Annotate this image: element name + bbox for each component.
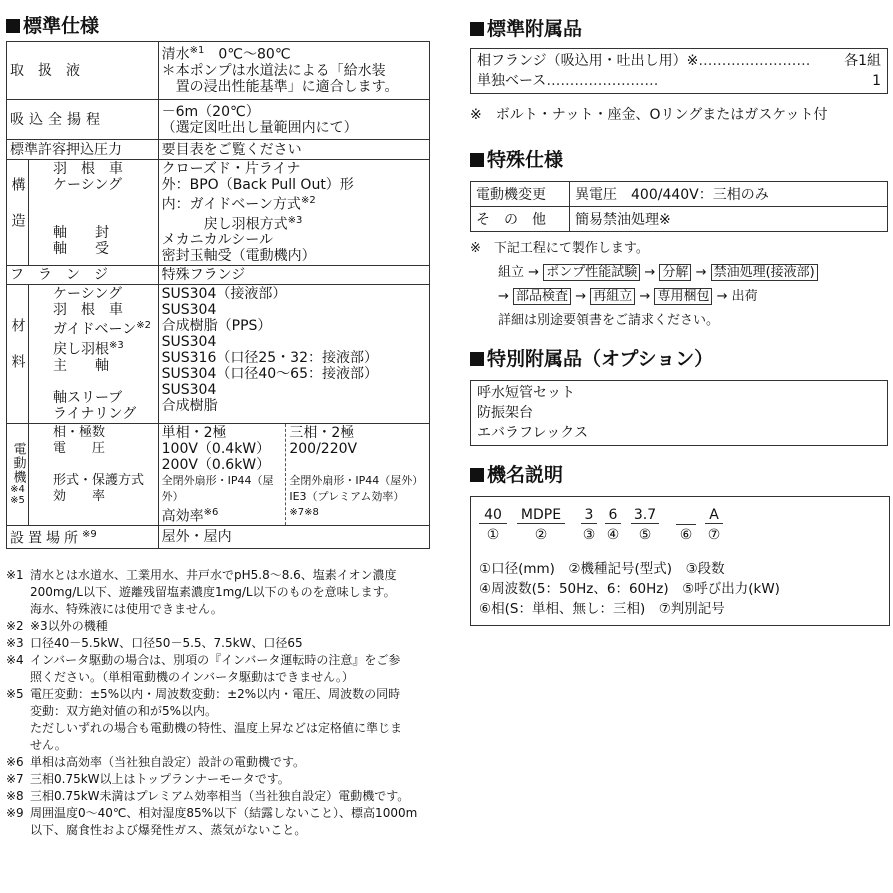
accessories-box: 相フランジ（吸込用・吐出し用）※ …………………… 各1組 単独ベース …………………… 1 [470,48,888,94]
accessories-title: 標準附属品 [470,14,582,41]
square-bullet-icon [470,352,484,366]
note-item: ※2 ※3以外の機種 [6,619,108,633]
spec-table [6,41,430,549]
spec-label: フ ラ ン ジ [7,266,159,285]
material-group: 材料 [7,285,29,423]
spec-label: 吸込全揚程 [7,100,159,140]
spec-value: 要目表をご覧ください [158,140,429,160]
table-row [7,160,430,266]
table-row [7,100,430,140]
spec-value: 清水$^{※1}$ 0℃～80℃ ＊本ポンプは水道法による「給水装 置の浸出性能基準」に適合します。 [158,42,429,100]
table-row [7,42,430,100]
model-num: ③ [582,527,596,543]
note-item: ※3 口径40－5.5kW、口径50－5.5、7.5kW、口径65 [6,636,303,650]
table-row [7,285,430,423]
model-num: ④ [606,527,620,543]
structure-group: 構造 [7,160,29,266]
table-row [7,423,430,526]
note-item: ※7 三相0.75kW以上はトップランナーモータです。 [6,772,290,786]
process-line-2: → 部品検査 → 再組立 → 専用梱包 → 出荷 [498,289,758,304]
structure-labels: 羽 根 車 ケーシング 軸 封 軸 受 [28,160,158,266]
model-code: 3 [581,507,597,524]
motor-group: 電動機 ※4※5 [7,423,29,526]
spec-value: 屋外・屋内 [158,526,429,549]
square-bullet-icon [470,468,484,482]
model-code: A [705,507,723,524]
square-bullet-icon [6,19,20,33]
model-code: 6 [605,507,621,524]
model-code: 3.7 [631,507,659,524]
structure-values: クローズド・片ライナ 外：BPO（Back Pull Out）形 内：ガイドベーン方式$^{※2}$ 戻し羽根方式$^{※3}$ メカニカルシール 密封玉軸受（電動機内） [158,160,429,266]
material-values: SUS304（接液部） SUS304 合成樹脂（PPS） SUS304 SUS316（口径25・32：接液部） SUS304（口径40～65：接液部） SUS304 合成樹脂 [158,285,429,423]
square-bullet-icon [470,153,484,167]
motor-single: 単相・2極 100V（0.4kW） 200V（0.6kW） 全閉外扇形・IP44（屋外） 高効率$^{※6}$ [158,423,286,526]
spec-value: －6m（20℃） （選定図吐出し量範囲内にて） [158,100,429,140]
spec-label: 取 扱 液 [7,42,159,100]
note-item: ※1 清水とは水道水、工業用水、井戸水でpH5.8～8.6、塩素イオン濃度 200mg/L以下、遊離残留塩素濃度1mg/L以下のものを意味します。 海水、特殊液には使用できません。 [6,568,397,616]
model-num: ⑦ [707,527,721,543]
model-num: ① [486,527,500,543]
square-bullet-icon [470,22,484,36]
model-description: ①口径(mm) ②機種記号(型式) ③段数 ④周波数(5：50Hz、6：60Hz) ⑤呼び出力(kW) ⑥相(S：単相、無し：三相) ⑦判別記号 [479,561,780,617]
model-num: ⑥ [679,527,693,543]
table-row [7,140,430,160]
special-spec-title: 特殊仕様 [470,145,563,172]
spec-label: 標準許容押込圧力 [7,140,159,160]
list-item: 防振架台 [477,405,533,421]
special-detail: 詳細は別途要領書をご請求ください。 [498,313,720,328]
spec-value: 特殊フランジ [158,266,429,285]
special-note: ※ 下記工程にて製作します。 [470,241,649,256]
standard-spec-title: 標準仕様 [6,11,99,38]
table-row: 電動機変更 異電圧 400/440V：三相のみ [471,182,888,207]
list-item: 呼水短管セット [477,385,575,401]
motor-labels: 相・極数 電 圧 形式・保護方式 効 率 [28,423,158,526]
model-num: ⑤ [638,527,652,543]
options-box [470,380,888,446]
table-row: そ の 他 簡易禁油処理※ [471,207,888,232]
note-item: ※8 三相0.75kW未満はプレミアム効率相当（当社独自設定）電動機です。 [6,789,410,803]
motor-three: 三相・2極 200/220V 全閉外扇形・IP44（屋外） IE3（プレミアム効率）$^{※7※8}$ [286,423,430,526]
process-line-1: 組立 → ポンプ性能試験 → 分解 → 禁油処理(接液部) [498,262,818,284]
model-code [676,507,696,525]
list-item: エバラフレックス [477,425,589,441]
model-code: 40 [479,507,507,524]
note-item: ※5 電圧変動：±5%以内・周波数変動：±2%以内・電圧、周波数の同時 変動：双方絶対値の和が5%以内。 ただしいずれの場合も電動機の特性、温度上昇などは定格値に準じま せん。 [6,687,403,752]
model-box [470,496,890,626]
note-item: ※9 周囲温度0～40℃、相対湿度85%以下（結露しないこと）、標高1000m 以下、腐食性および爆発性ガス、蒸気がないこと。 [6,806,418,837]
model-title: 機名説明 [470,460,563,487]
table-row [7,526,430,549]
accessories-note: ※ ボルト・ナット・座金、Oリングまたはガスケット付 [470,107,828,123]
spec-label: 設置場所$^{※9}$ [7,526,159,549]
note-item: ※4 インバータ駆動の場合は、別項の『インバータ運転時の注意』をご参 照ください。（単相電動機のインバータ駆動はできません。） [6,653,401,684]
note-item: ※6 単相は高効率（当社独自設定）設計の電動機です。 [6,755,306,769]
table-row [7,266,430,285]
material-labels: ケーシング 羽 根 車 ガイドベーン$^{※2}$ 戻し羽根$^{※3}$ 主 軸 軸スリーブ ライナリング [28,285,158,423]
model-num: ② [534,527,548,543]
special-table [470,181,888,232]
footnotes [6,567,436,839]
options-title: 特別附属品（オプション） [470,344,713,371]
model-code: MDPE [517,507,565,524]
